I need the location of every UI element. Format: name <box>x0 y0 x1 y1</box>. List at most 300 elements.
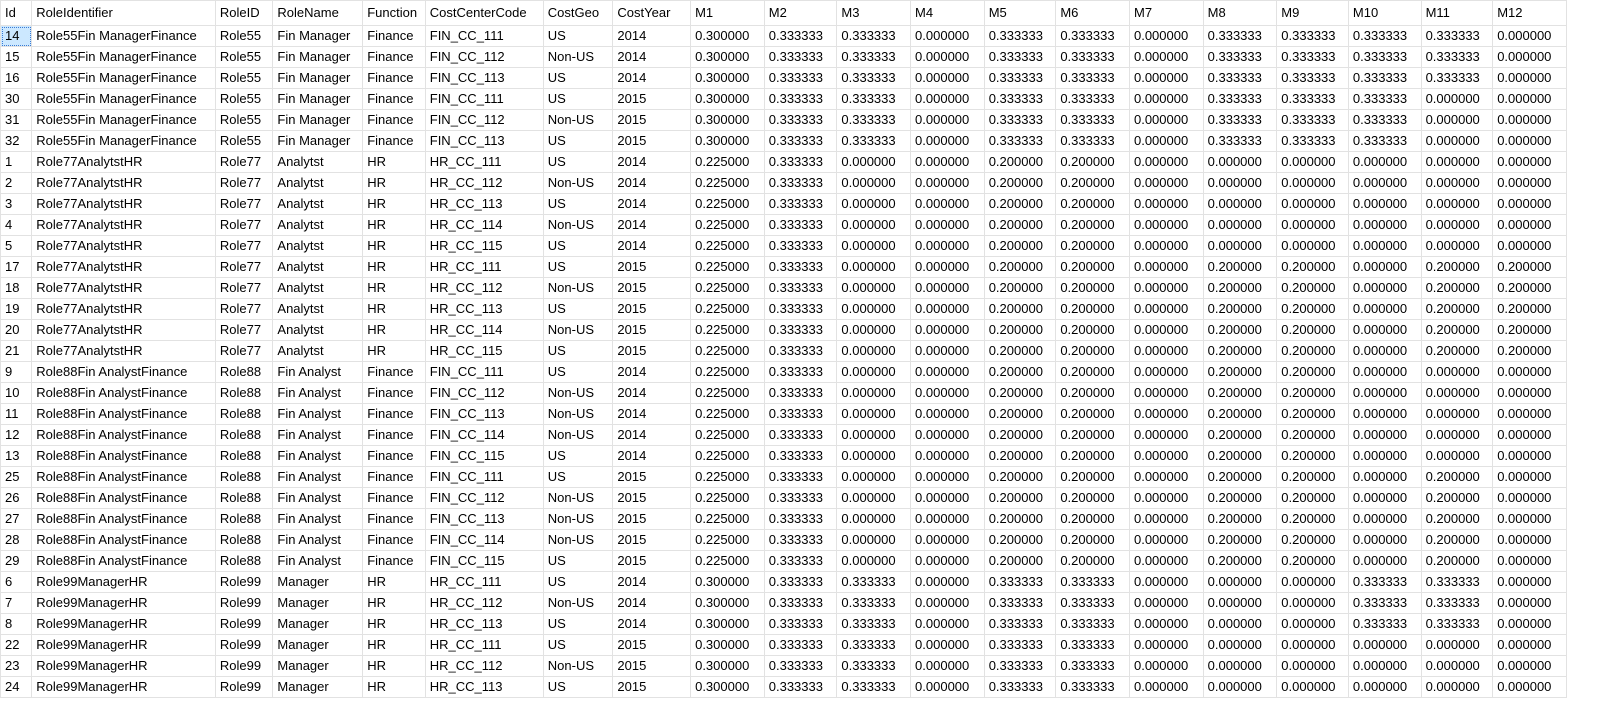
cell-id[interactable]: 20 <box>1 320 32 341</box>
cell-function[interactable]: Finance <box>363 467 426 488</box>
cell-function[interactable]: Finance <box>363 383 426 404</box>
cell-m6[interactable]: 0.333333 <box>1056 635 1130 656</box>
cell-id[interactable]: 13 <box>1 446 32 467</box>
cell-m6[interactable]: 0.200000 <box>1056 236 1130 257</box>
cell-id[interactable]: 17 <box>1 257 32 278</box>
cell-m9[interactable]: 0.200000 <box>1277 446 1349 467</box>
cell-m7[interactable]: 0.000000 <box>1129 257 1203 278</box>
cell-m9[interactable]: 0.200000 <box>1277 320 1349 341</box>
cell-costyear[interactable]: 2015 <box>613 551 691 572</box>
cell-m10[interactable]: 0.333333 <box>1348 89 1421 110</box>
cell-costyear[interactable]: 2014 <box>613 593 691 614</box>
cell-costgeo[interactable]: US <box>543 131 613 152</box>
cell-id[interactable]: 27 <box>1 509 32 530</box>
column-header-m4[interactable]: M4 <box>911 1 985 26</box>
cell-id[interactable]: 19 <box>1 299 32 320</box>
cell-costcentercode[interactable]: FIN_CC_114 <box>425 425 543 446</box>
cell-m11[interactable]: 0.333333 <box>1421 47 1493 68</box>
cell-m4[interactable]: 0.000000 <box>911 257 985 278</box>
cell-roleidentifier[interactable]: Role99ManagerHR <box>32 656 216 677</box>
cell-costgeo[interactable]: Non-US <box>543 656 613 677</box>
cell-rolename[interactable]: Manager <box>273 572 363 593</box>
cell-costgeo[interactable]: US <box>543 152 613 173</box>
cell-id[interactable]: 3 <box>1 194 32 215</box>
cell-m2[interactable]: 0.333333 <box>764 47 837 68</box>
table-row[interactable] <box>1 131 1567 152</box>
table-row[interactable] <box>1 572 1567 593</box>
cell-m4[interactable]: 0.000000 <box>911 299 985 320</box>
cell-function[interactable]: HR <box>363 173 426 194</box>
cell-roleid[interactable]: Role77 <box>215 215 273 236</box>
cell-m1[interactable]: 0.225000 <box>691 194 765 215</box>
cell-costcentercode[interactable]: HR_CC_114 <box>425 320 543 341</box>
table-row[interactable] <box>1 677 1567 698</box>
cell-m5[interactable]: 0.333333 <box>984 677 1056 698</box>
cell-m11[interactable]: 0.000000 <box>1421 215 1493 236</box>
cell-costgeo[interactable]: Non-US <box>543 404 613 425</box>
cell-costyear[interactable]: 2014 <box>613 446 691 467</box>
cell-m9[interactable]: 0.333333 <box>1277 89 1349 110</box>
cell-m1[interactable]: 0.225000 <box>691 173 765 194</box>
table-row[interactable] <box>1 47 1567 68</box>
cell-m11[interactable]: 0.000000 <box>1421 425 1493 446</box>
cell-m2[interactable]: 0.333333 <box>764 152 837 173</box>
cell-m10[interactable]: 0.333333 <box>1348 614 1421 635</box>
cell-id[interactable]: 28 <box>1 530 32 551</box>
cell-m2[interactable]: 0.333333 <box>764 236 837 257</box>
cell-m10[interactable]: 0.333333 <box>1348 572 1421 593</box>
cell-roleid[interactable]: Role88 <box>215 467 273 488</box>
cell-m1[interactable]: 0.225000 <box>691 215 765 236</box>
cell-costyear[interactable]: 2014 <box>613 47 691 68</box>
cell-m12[interactable]: 0.000000 <box>1493 614 1567 635</box>
cell-m3[interactable]: 0.000000 <box>837 509 911 530</box>
cell-costgeo[interactable]: US <box>543 257 613 278</box>
cell-function[interactable]: HR <box>363 236 426 257</box>
cell-costyear[interactable]: 2015 <box>613 677 691 698</box>
cell-id[interactable]: 2 <box>1 173 32 194</box>
cell-roleid[interactable]: Role77 <box>215 194 273 215</box>
cell-m8[interactable]: 0.333333 <box>1203 26 1277 47</box>
table-row[interactable] <box>1 509 1567 530</box>
cell-m2[interactable]: 0.333333 <box>764 341 837 362</box>
cell-m3[interactable]: 0.333333 <box>837 614 911 635</box>
cell-m8[interactable]: 0.200000 <box>1203 257 1277 278</box>
cell-m3[interactable]: 0.333333 <box>837 635 911 656</box>
cell-m11[interactable]: 0.200000 <box>1421 488 1493 509</box>
cell-costgeo[interactable]: Non-US <box>543 488 613 509</box>
cell-costcentercode[interactable]: HR_CC_113 <box>425 614 543 635</box>
cell-m4[interactable]: 0.000000 <box>911 173 985 194</box>
cell-m5[interactable]: 0.333333 <box>984 89 1056 110</box>
cell-id[interactable]: 15 <box>1 47 32 68</box>
column-header-m10[interactable]: M10 <box>1348 1 1421 26</box>
cell-m6[interactable]: 0.333333 <box>1056 572 1130 593</box>
cell-costcentercode[interactable]: HR_CC_111 <box>425 635 543 656</box>
column-header-function[interactable]: Function <box>363 1 426 26</box>
cell-m3[interactable]: 0.333333 <box>837 26 911 47</box>
cell-roleidentifier[interactable]: Role88Fin AnalystFinance <box>32 404 216 425</box>
cell-m6[interactable]: 0.333333 <box>1056 89 1130 110</box>
cell-m5[interactable]: 0.333333 <box>984 635 1056 656</box>
cell-roleidentifier[interactable]: Role88Fin AnalystFinance <box>32 530 216 551</box>
cell-m7[interactable]: 0.000000 <box>1129 530 1203 551</box>
cell-function[interactable]: HR <box>363 572 426 593</box>
cell-m4[interactable]: 0.000000 <box>911 194 985 215</box>
cell-roleid[interactable]: Role99 <box>215 656 273 677</box>
cell-m11[interactable]: 0.000000 <box>1421 446 1493 467</box>
cell-m8[interactable]: 0.200000 <box>1203 446 1277 467</box>
cell-rolename[interactable]: Analytst <box>273 341 363 362</box>
cell-roleidentifier[interactable]: Role77AnalytstHR <box>32 152 216 173</box>
cell-m9[interactable]: 0.333333 <box>1277 131 1349 152</box>
cell-m10[interactable]: 0.333333 <box>1348 110 1421 131</box>
cell-m2[interactable]: 0.333333 <box>764 551 837 572</box>
cell-costyear[interactable]: 2015 <box>613 257 691 278</box>
table-row[interactable] <box>1 68 1567 89</box>
cell-m11[interactable]: 0.200000 <box>1421 257 1493 278</box>
cell-m7[interactable]: 0.000000 <box>1129 131 1203 152</box>
cell-m1[interactable]: 0.225000 <box>691 467 765 488</box>
cell-m10[interactable]: 0.000000 <box>1348 152 1421 173</box>
cell-rolename[interactable]: Analytst <box>273 215 363 236</box>
cell-m11[interactable]: 0.000000 <box>1421 656 1493 677</box>
cell-m10[interactable]: 0.000000 <box>1348 530 1421 551</box>
cell-m11[interactable]: 0.000000 <box>1421 383 1493 404</box>
cell-m12[interactable]: 0.000000 <box>1493 656 1567 677</box>
cell-m1[interactable]: 0.225000 <box>691 509 765 530</box>
cell-m7[interactable]: 0.000000 <box>1129 68 1203 89</box>
cell-m9[interactable]: 0.000000 <box>1277 194 1349 215</box>
cell-m3[interactable]: 0.000000 <box>837 257 911 278</box>
cell-m12[interactable]: 0.000000 <box>1493 362 1567 383</box>
cell-m9[interactable]: 0.000000 <box>1277 677 1349 698</box>
cell-m5[interactable]: 0.200000 <box>984 278 1056 299</box>
cell-m9[interactable]: 0.000000 <box>1277 635 1349 656</box>
cell-m4[interactable]: 0.000000 <box>911 236 985 257</box>
cell-roleid[interactable]: Role88 <box>215 551 273 572</box>
cell-function[interactable]: Finance <box>363 110 426 131</box>
cell-m12[interactable]: 0.000000 <box>1493 47 1567 68</box>
cell-m5[interactable]: 0.200000 <box>984 383 1056 404</box>
cell-m4[interactable]: 0.000000 <box>911 320 985 341</box>
cell-roleidentifier[interactable]: Role99ManagerHR <box>32 593 216 614</box>
cell-m1[interactable]: 0.225000 <box>691 446 765 467</box>
cell-m4[interactable]: 0.000000 <box>911 110 985 131</box>
cell-m11[interactable]: 0.000000 <box>1421 404 1493 425</box>
cell-costyear[interactable]: 2015 <box>613 299 691 320</box>
cell-m11[interactable]: 0.000000 <box>1421 362 1493 383</box>
cell-function[interactable]: Finance <box>363 551 426 572</box>
cell-m6[interactable]: 0.200000 <box>1056 425 1130 446</box>
cell-roleidentifier[interactable]: Role99ManagerHR <box>32 677 216 698</box>
cell-m5[interactable]: 0.333333 <box>984 572 1056 593</box>
cell-m12[interactable]: 0.000000 <box>1493 551 1567 572</box>
cell-m2[interactable]: 0.333333 <box>764 425 837 446</box>
cell-m6[interactable]: 0.333333 <box>1056 131 1130 152</box>
cell-id[interactable]: 14 <box>1 26 32 47</box>
table-row[interactable] <box>1 488 1567 509</box>
cell-roleid[interactable]: Role88 <box>215 404 273 425</box>
cell-roleid[interactable]: Role55 <box>215 26 273 47</box>
cell-m1[interactable]: 0.225000 <box>691 320 765 341</box>
cell-m12[interactable]: 0.000000 <box>1493 236 1567 257</box>
cell-m10[interactable]: 0.000000 <box>1348 509 1421 530</box>
cell-m9[interactable]: 0.000000 <box>1277 173 1349 194</box>
cell-roleidentifier[interactable]: Role55Fin ManagerFinance <box>32 47 216 68</box>
cell-roleidentifier[interactable]: Role55Fin ManagerFinance <box>32 131 216 152</box>
cell-costcentercode[interactable]: FIN_CC_115 <box>425 551 543 572</box>
cell-roleid[interactable]: Role77 <box>215 299 273 320</box>
cell-m6[interactable]: 0.200000 <box>1056 467 1130 488</box>
cell-m12[interactable]: 0.000000 <box>1493 26 1567 47</box>
cell-m7[interactable]: 0.000000 <box>1129 152 1203 173</box>
cell-m6[interactable]: 0.200000 <box>1056 404 1130 425</box>
cell-m3[interactable]: 0.333333 <box>837 110 911 131</box>
column-header-m1[interactable]: M1 <box>691 1 765 26</box>
cell-costcentercode[interactable]: FIN_CC_115 <box>425 446 543 467</box>
cell-m2[interactable]: 0.333333 <box>764 110 837 131</box>
cell-m2[interactable]: 0.333333 <box>764 131 837 152</box>
cell-costyear[interactable]: 2015 <box>613 509 691 530</box>
cell-m4[interactable]: 0.000000 <box>911 404 985 425</box>
cell-m6[interactable]: 0.200000 <box>1056 257 1130 278</box>
cell-m9[interactable]: 0.200000 <box>1277 278 1349 299</box>
cell-m12[interactable]: 0.000000 <box>1493 131 1567 152</box>
cell-m3[interactable]: 0.000000 <box>837 530 911 551</box>
cell-rolename[interactable]: Fin Analyst <box>273 383 363 404</box>
table-row[interactable] <box>1 194 1567 215</box>
cell-m3[interactable]: 0.000000 <box>837 383 911 404</box>
cell-m2[interactable]: 0.333333 <box>764 257 837 278</box>
cell-m2[interactable]: 0.333333 <box>764 320 837 341</box>
cell-m1[interactable]: 0.225000 <box>691 404 765 425</box>
cell-m8[interactable]: 0.200000 <box>1203 341 1277 362</box>
cell-m10[interactable]: 0.000000 <box>1348 341 1421 362</box>
column-header-m3[interactable]: M3 <box>837 1 911 26</box>
cell-costyear[interactable]: 2014 <box>613 68 691 89</box>
cell-roleidentifier[interactable]: Role99ManagerHR <box>32 635 216 656</box>
cell-id[interactable]: 1 <box>1 152 32 173</box>
cell-roleid[interactable]: Role88 <box>215 530 273 551</box>
cell-rolename[interactable]: Analytst <box>273 173 363 194</box>
cell-m4[interactable]: 0.000000 <box>911 509 985 530</box>
cell-costcentercode[interactable]: HR_CC_113 <box>425 194 543 215</box>
cell-m4[interactable]: 0.000000 <box>911 26 985 47</box>
cell-m11[interactable]: 0.333333 <box>1421 614 1493 635</box>
cell-m1[interactable]: 0.225000 <box>691 257 765 278</box>
cell-id[interactable]: 8 <box>1 614 32 635</box>
cell-costyear[interactable]: 2014 <box>613 425 691 446</box>
cell-costyear[interactable]: 2014 <box>613 404 691 425</box>
cell-m12[interactable]: 0.000000 <box>1493 215 1567 236</box>
cell-m7[interactable]: 0.000000 <box>1129 110 1203 131</box>
cell-roleidentifier[interactable]: Role88Fin AnalystFinance <box>32 551 216 572</box>
cell-m2[interactable]: 0.333333 <box>764 530 837 551</box>
cell-m12[interactable]: 0.000000 <box>1493 194 1567 215</box>
cell-rolename[interactable]: Fin Analyst <box>273 425 363 446</box>
cell-m8[interactable]: 0.000000 <box>1203 656 1277 677</box>
cell-m5[interactable]: 0.200000 <box>984 299 1056 320</box>
cell-m11[interactable]: 0.200000 <box>1421 467 1493 488</box>
column-header-m12[interactable]: M12 <box>1493 1 1567 26</box>
cell-id[interactable]: 10 <box>1 383 32 404</box>
cell-m7[interactable]: 0.000000 <box>1129 593 1203 614</box>
cell-m12[interactable]: 0.000000 <box>1493 572 1567 593</box>
cell-roleid[interactable]: Role99 <box>215 614 273 635</box>
cell-m12[interactable]: 0.000000 <box>1493 404 1567 425</box>
cell-costgeo[interactable]: US <box>543 236 613 257</box>
cell-m8[interactable]: 0.200000 <box>1203 488 1277 509</box>
cell-m9[interactable]: 0.200000 <box>1277 551 1349 572</box>
cell-rolename[interactable]: Analytst <box>273 320 363 341</box>
cell-roleid[interactable]: Role99 <box>215 635 273 656</box>
column-header-roleidentifier[interactable]: RoleIdentifier <box>32 1 216 26</box>
column-header-costyear[interactable]: CostYear <box>613 1 691 26</box>
cell-m10[interactable]: 0.000000 <box>1348 404 1421 425</box>
cell-m9[interactable]: 0.000000 <box>1277 215 1349 236</box>
cell-roleidentifier[interactable]: Role77AnalytstHR <box>32 299 216 320</box>
cell-m6[interactable]: 0.200000 <box>1056 299 1130 320</box>
table-row[interactable] <box>1 110 1567 131</box>
cell-m11[interactable]: 0.200000 <box>1421 278 1493 299</box>
cell-rolename[interactable]: Fin Analyst <box>273 467 363 488</box>
cell-costyear[interactable]: 2014 <box>613 26 691 47</box>
cell-m6[interactable]: 0.333333 <box>1056 614 1130 635</box>
cell-roleid[interactable]: Role77 <box>215 236 273 257</box>
cell-roleidentifier[interactable]: Role77AnalytstHR <box>32 341 216 362</box>
cell-rolename[interactable]: Analytst <box>273 257 363 278</box>
cell-m1[interactable]: 0.225000 <box>691 425 765 446</box>
cell-m10[interactable]: 0.333333 <box>1348 593 1421 614</box>
cell-m5[interactable]: 0.200000 <box>984 194 1056 215</box>
cell-id[interactable]: 23 <box>1 656 32 677</box>
cell-rolename[interactable]: Analytst <box>273 278 363 299</box>
cell-roleid[interactable]: Role55 <box>215 47 273 68</box>
cell-m8[interactable]: 0.200000 <box>1203 299 1277 320</box>
cell-m7[interactable]: 0.000000 <box>1129 341 1203 362</box>
cell-m12[interactable]: 0.000000 <box>1493 509 1567 530</box>
cell-m1[interactable]: 0.300000 <box>691 593 765 614</box>
table-row[interactable] <box>1 425 1567 446</box>
cell-m9[interactable]: 0.200000 <box>1277 509 1349 530</box>
cell-m9[interactable]: 0.000000 <box>1277 572 1349 593</box>
cell-m10[interactable]: 0.000000 <box>1348 320 1421 341</box>
table-row[interactable] <box>1 236 1567 257</box>
cell-m10[interactable]: 0.333333 <box>1348 26 1421 47</box>
cell-m8[interactable]: 0.333333 <box>1203 110 1277 131</box>
cell-m4[interactable]: 0.000000 <box>911 362 985 383</box>
cell-m7[interactable]: 0.000000 <box>1129 173 1203 194</box>
cell-costcentercode[interactable]: FIN_CC_111 <box>425 26 543 47</box>
cell-function[interactable]: HR <box>363 677 426 698</box>
cell-m6[interactable]: 0.200000 <box>1056 509 1130 530</box>
cell-m1[interactable]: 0.300000 <box>691 572 765 593</box>
cell-roleidentifier[interactable]: Role55Fin ManagerFinance <box>32 26 216 47</box>
cell-m7[interactable]: 0.000000 <box>1129 299 1203 320</box>
cell-m7[interactable]: 0.000000 <box>1129 89 1203 110</box>
cell-m9[interactable]: 0.200000 <box>1277 530 1349 551</box>
cell-m1[interactable]: 0.225000 <box>691 551 765 572</box>
cell-m1[interactable]: 0.300000 <box>691 47 765 68</box>
cell-id[interactable]: 22 <box>1 635 32 656</box>
cell-m3[interactable]: 0.000000 <box>837 467 911 488</box>
cell-rolename[interactable]: Fin Analyst <box>273 446 363 467</box>
cell-m7[interactable]: 0.000000 <box>1129 677 1203 698</box>
column-header-m8[interactable]: M8 <box>1203 1 1277 26</box>
cell-m10[interactable]: 0.000000 <box>1348 194 1421 215</box>
cell-rolename[interactable]: Fin Analyst <box>273 530 363 551</box>
cell-costyear[interactable]: 2015 <box>613 278 691 299</box>
cell-rolename[interactable]: Analytst <box>273 236 363 257</box>
cell-function[interactable]: Finance <box>363 131 426 152</box>
cell-m2[interactable]: 0.333333 <box>764 299 837 320</box>
cell-m7[interactable]: 0.000000 <box>1129 572 1203 593</box>
cell-roleidentifier[interactable]: Role55Fin ManagerFinance <box>32 68 216 89</box>
cell-id[interactable]: 16 <box>1 68 32 89</box>
cell-m5[interactable]: 0.200000 <box>984 425 1056 446</box>
cell-roleid[interactable]: Role77 <box>215 152 273 173</box>
cell-m2[interactable]: 0.333333 <box>764 194 837 215</box>
cell-m11[interactable]: 0.200000 <box>1421 341 1493 362</box>
cell-m5[interactable]: 0.200000 <box>984 446 1056 467</box>
cell-costcentercode[interactable]: FIN_CC_112 <box>425 47 543 68</box>
cell-costyear[interactable]: 2015 <box>613 110 691 131</box>
table-row[interactable] <box>1 320 1567 341</box>
cell-m6[interactable]: 0.200000 <box>1056 152 1130 173</box>
cell-m4[interactable]: 0.000000 <box>911 488 985 509</box>
cell-costcentercode[interactable]: HR_CC_112 <box>425 593 543 614</box>
table-row[interactable] <box>1 593 1567 614</box>
table-row[interactable] <box>1 467 1567 488</box>
cell-m8[interactable]: 0.200000 <box>1203 404 1277 425</box>
cell-id[interactable]: 6 <box>1 572 32 593</box>
cell-m3[interactable]: 0.000000 <box>837 362 911 383</box>
cell-m3[interactable]: 0.000000 <box>837 320 911 341</box>
cell-rolename[interactable]: Analytst <box>273 194 363 215</box>
cell-costgeo[interactable]: US <box>543 68 613 89</box>
cell-roleidentifier[interactable]: Role88Fin AnalystFinance <box>32 362 216 383</box>
cell-rolename[interactable]: Fin Manager <box>273 68 363 89</box>
cell-rolename[interactable]: Manager <box>273 614 363 635</box>
cell-m9[interactable]: 0.000000 <box>1277 656 1349 677</box>
cell-m5[interactable]: 0.200000 <box>984 341 1056 362</box>
cell-m4[interactable]: 0.000000 <box>911 614 985 635</box>
cell-m5[interactable]: 0.200000 <box>984 530 1056 551</box>
cell-m4[interactable]: 0.000000 <box>911 467 985 488</box>
cell-m3[interactable]: 0.000000 <box>837 446 911 467</box>
cell-m12[interactable]: 0.000000 <box>1493 173 1567 194</box>
cell-m12[interactable]: 0.200000 <box>1493 257 1567 278</box>
cell-function[interactable]: Finance <box>363 509 426 530</box>
cell-m12[interactable]: 0.000000 <box>1493 530 1567 551</box>
cell-costcentercode[interactable]: FIN_CC_111 <box>425 467 543 488</box>
cell-m11[interactable]: 0.000000 <box>1421 131 1493 152</box>
cell-m6[interactable]: 0.200000 <box>1056 446 1130 467</box>
cell-m8[interactable]: 0.200000 <box>1203 383 1277 404</box>
cell-m1[interactable]: 0.300000 <box>691 68 765 89</box>
cell-costgeo[interactable]: Non-US <box>543 509 613 530</box>
cell-m1[interactable]: 0.225000 <box>691 362 765 383</box>
cell-m2[interactable]: 0.333333 <box>764 677 837 698</box>
cell-costgeo[interactable]: Non-US <box>543 593 613 614</box>
cell-m1[interactable]: 0.225000 <box>691 383 765 404</box>
cell-costcentercode[interactable]: HR_CC_112 <box>425 278 543 299</box>
cell-m7[interactable]: 0.000000 <box>1129 320 1203 341</box>
cell-m7[interactable]: 0.000000 <box>1129 404 1203 425</box>
cell-m12[interactable]: 0.000000 <box>1493 383 1567 404</box>
cell-m9[interactable]: 0.200000 <box>1277 341 1349 362</box>
